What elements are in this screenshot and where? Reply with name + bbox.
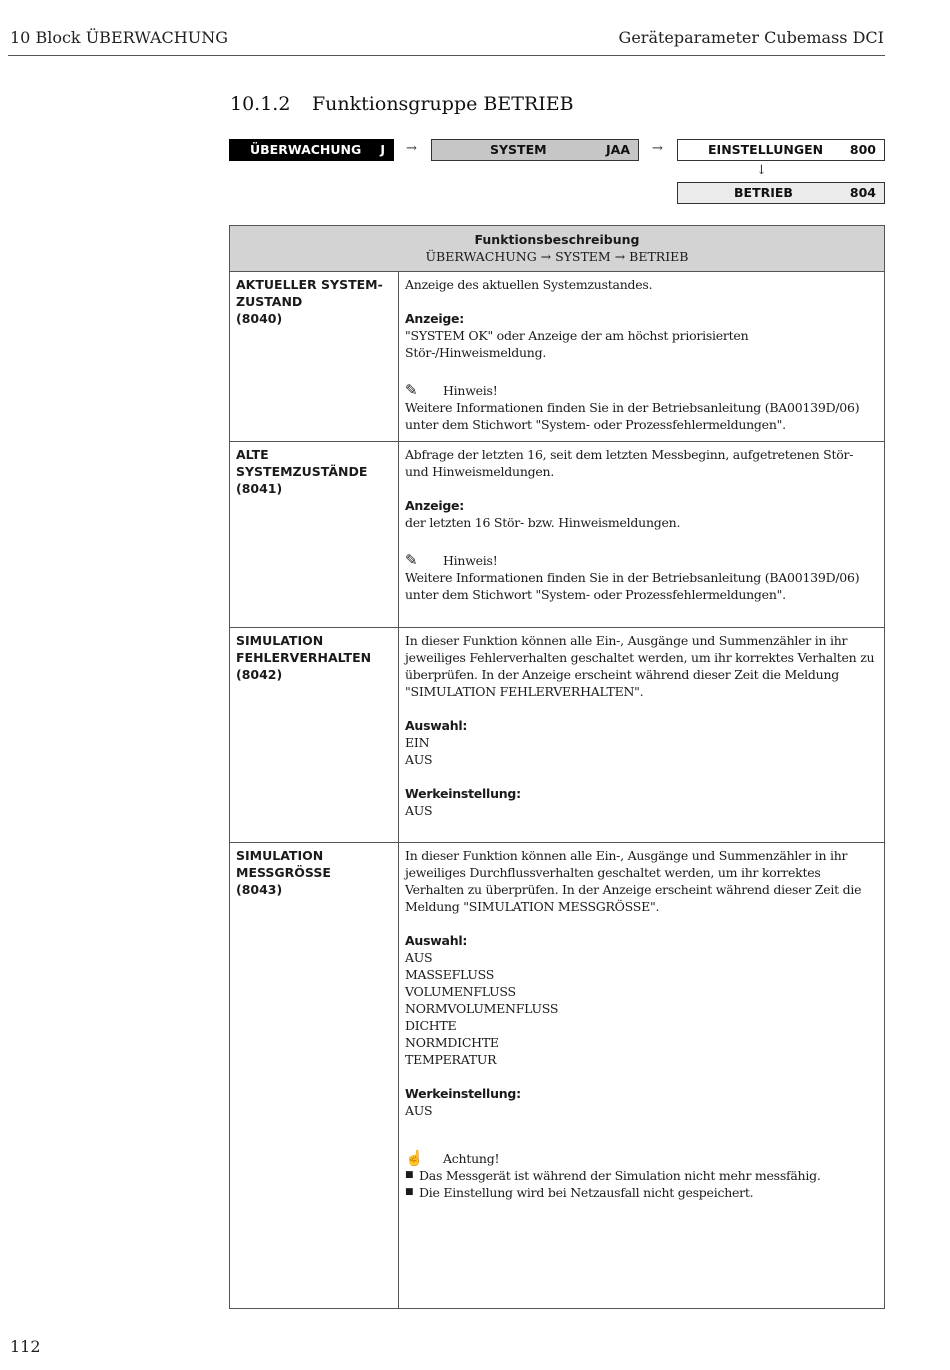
function-description <box>399 843 884 1308</box>
nav-box-name: ÜBERWACHUNG <box>250 142 362 157</box>
section-number: 10.1.2 <box>230 93 291 115</box>
pencil-note-icon: ✎ <box>405 551 418 569</box>
function-description <box>399 628 884 842</box>
header-divider <box>8 55 885 56</box>
nav-box-code: 800 <box>849 142 876 157</box>
nav-box-name: SYSTEM <box>490 142 547 157</box>
default-label: Werkeinstellung: <box>405 1086 521 1101</box>
nav-box-code: JAA <box>606 142 630 157</box>
function-name: SIMULATION MESSGRÖSSE (8043) <box>230 843 399 1308</box>
option-item: NORMDICHTE <box>405 1035 499 1050</box>
selection-label: Auswahl: <box>405 933 468 948</box>
selection-label: Auswahl: <box>405 718 468 733</box>
note-title: Hinweis! <box>443 383 498 398</box>
caution-title: Achtung! <box>443 1151 500 1166</box>
nav-box-einstellungen <box>677 139 885 161</box>
option-item: TEMPERATUR <box>405 1052 497 1067</box>
function-name: ALTE SYSTEMZUSTÄNDE (8041) <box>230 442 399 627</box>
note <box>405 382 878 399</box>
note-text: Weitere Informationen finden Sie in der Betriebsanleitung (BA00139D/06) unter dem Stichwort "System- oder Prozessfehlermeldungen". <box>405 570 860 602</box>
arrow-down-icon: ↓ <box>756 163 767 178</box>
note <box>405 552 878 569</box>
table-header <box>230 226 884 272</box>
option-item: AUS <box>405 950 433 965</box>
nav-box-code: 804 <box>849 185 876 200</box>
default-value: AUS <box>405 803 433 818</box>
description-text: Anzeige des aktuellen Systemzustandes. <box>405 277 653 292</box>
table-row <box>230 843 884 1308</box>
caution <box>405 1150 878 1167</box>
nav-box-name: EINSTELLUNGEN <box>708 142 824 157</box>
table-row <box>230 272 884 442</box>
caution-bullet: ■ Die Einstellung wird bei Netzausfall nicht gespeichert. <box>405 1185 754 1200</box>
nav-box-ueberwachung <box>229 139 394 161</box>
table-header-title: Funktionsbeschreibung <box>474 232 640 247</box>
function-name: AKTUELLER SYSTEM- ZUSTAND (8040) <box>230 272 399 441</box>
note-text: Weitere Informationen finden Sie in der Betriebsanleitung (BA00139D/06) unter dem Stichwort "System- oder Prozessfehlermeldungen". <box>405 400 860 432</box>
section-title <box>230 93 574 115</box>
function-description <box>399 272 884 441</box>
display-label: Anzeige: <box>405 311 465 326</box>
table-row <box>230 442 884 628</box>
caution-bullet: ■ Das Messgerät ist während der Simulation nicht mehr messfähig. <box>405 1168 821 1183</box>
section-heading: Funktionsgruppe BETRIEB <box>312 93 574 115</box>
pencil-note-icon: ✎ <box>405 381 418 399</box>
note-title: Hinweis! <box>443 553 498 568</box>
nav-box-name: BETRIEB <box>734 185 793 200</box>
nav-box-system <box>431 139 639 161</box>
function-description <box>399 442 884 627</box>
arrow-right-icon: → <box>406 141 417 156</box>
function-name: SIMULATION FEHLERVERHALTEN (8042) <box>230 628 399 842</box>
option-item: MASSEFLUSS <box>405 967 495 982</box>
option-item: VOLUMENFLUSS <box>405 984 516 999</box>
description-text: In dieser Funktion können alle Ein-, Ausgänge und Summenzähler in ihr jeweiliges Fehlerverhalten geschaltet werden, um ihr korrektes Verhalten zu überprüfen. In der Anzeige erscheint während dieser Zeit die Meldung "SIMULATION FEHLERVERHALTEN". <box>405 633 875 699</box>
default-value: AUS <box>405 1103 433 1118</box>
display-text: der letzten 16 Stör- bzw. Hinweismeldungen. <box>405 515 681 530</box>
option-item: EIN <box>405 735 430 750</box>
default-label: Werkeinstellung: <box>405 786 521 801</box>
option-item: NORMVOLUMENFLUSS <box>405 1001 559 1016</box>
caution-bullet-text: Die Einstellung wird bei Netzausfall nicht gespeichert. <box>419 1185 754 1200</box>
description-text: Abfrage der letzten 16, seit dem letzten Messbeginn, aufgetretenen Stör- und Hinweismeldungen. <box>405 447 854 479</box>
display-label: Anzeige: <box>405 498 465 513</box>
option-item: AUS <box>405 752 433 767</box>
nav-box-betrieb <box>677 182 885 204</box>
page-number: 112 <box>10 1337 41 1356</box>
nav-box-code: J <box>380 142 385 157</box>
display-text: "SYSTEM OK" oder Anzeige der am höchst priorisierten Stör-/Hinweismeldung. <box>405 328 749 360</box>
table-row <box>230 628 884 843</box>
running-header-left: 10 Block ÜBERWACHUNG <box>10 28 228 47</box>
function-table <box>229 225 885 1309</box>
running-header-right: Geräteparameter Cubemass DCI <box>618 28 884 47</box>
arrow-right-icon: → <box>652 141 663 156</box>
option-item: DICHTE <box>405 1018 457 1033</box>
description-text: In dieser Funktion können alle Ein-, Ausgänge und Summenzähler in ihr jeweiliges Durchflussverhalten geschaltet werden, um ihr korrektes Verhalten zu überprüfen. In der Anzeige erscheint während dieser Zeit die Meldung "SIMULATION MESSGRÖSSE". <box>405 848 862 914</box>
hand-caution-icon: ☝ <box>405 1149 424 1167</box>
table-header-path: ÜBERWACHUNG → SYSTEM → BETRIEB <box>425 249 689 264</box>
caution-bullet-text: Das Messgerät ist während der Simulation nicht mehr messfähig. <box>419 1168 821 1183</box>
